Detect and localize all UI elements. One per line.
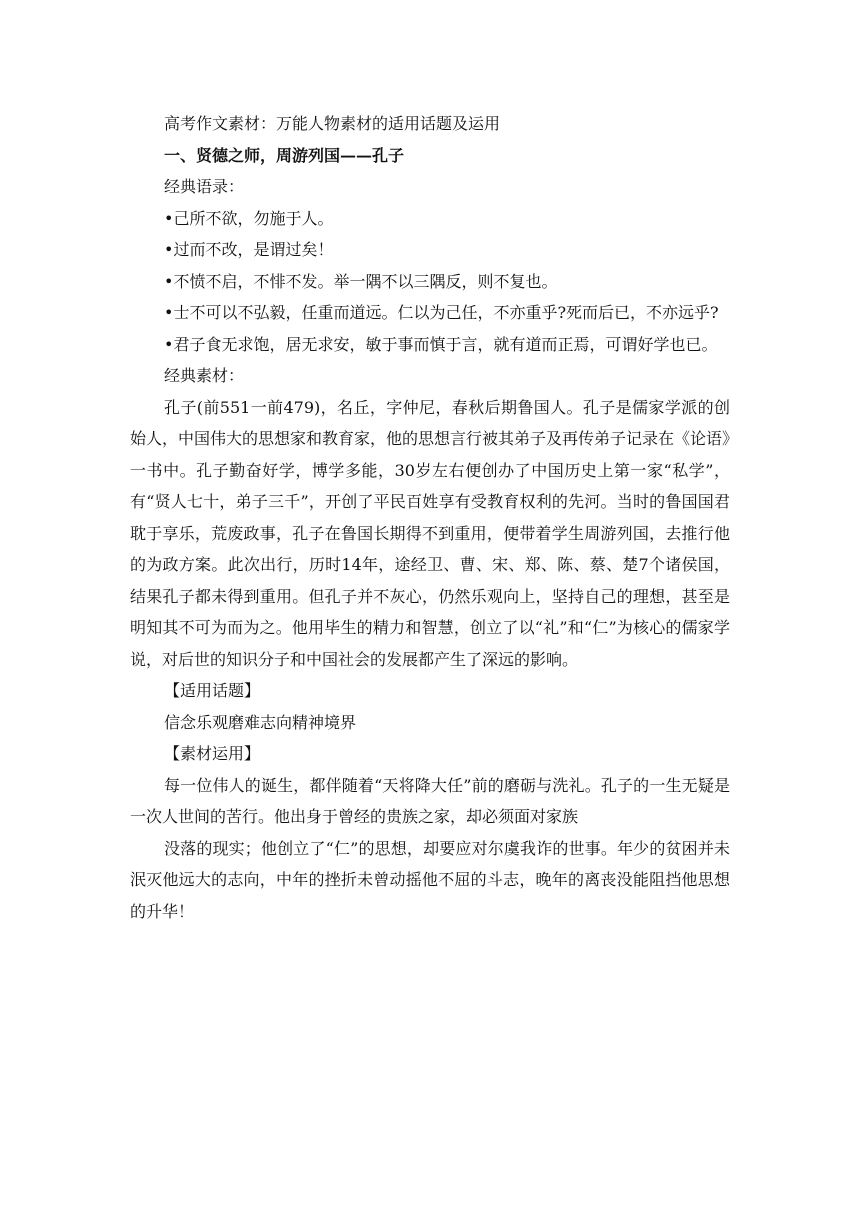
quote-item: •过而不改，是谓过矣！ [164,240,334,259]
quote-item: •不愤不启，不悱不发。举一隅不以三隅反，则不复也。 [164,271,558,291]
quote-item: •己所不欲，勿施于人。 [164,208,334,228]
quote-item: •君子食无求饱，居无求安，敏于事而慎于言，就有道而正焉，可谓好学也已。 [164,334,718,354]
quote-item: •士不可以不弘毅，任重而道远。仁以为己任，不亦重乎?死而后已，不亦远乎? [164,303,719,322]
section-heading: 一、贤德之师，周游列国——孔子 [164,145,405,165]
usage-paragraph: 没落的现实；他创立了“仁”的思想，却要应对尔虞我诈的世事。年少的贫困并未泯灭他远大的志向，中年的挫折未曾动摇他不屈的斗志，晚年的离丧没能阻挡他思想的升华！ [130,838,730,921]
topics-text: 信念乐观磨难志向精神境界 [164,712,357,732]
material-paragraph: 孔子(前551一前479)，名丘，字仲尼，春秋后期鲁国人。孔子是儒家学派的创始人，中国伟大的思想家和教育家，他的思想言行被其弟子及再传弟子记录在《论语》一书中。孔子勤奋好学，博学多能，30岁左右便创办了中国历史上第一家“私学”，有“贤人七十，弟子三千”，开创了平民百姓享有受教育权利的先河。当时的鲁国国君耽于享乐，荒废政事，孔子在鲁国长期得不到重用，便带着学生周游列国，去推行他的为政方案。此次出行，历时14年，途经卫、曹、宋、郑、陈、蔡、楚7个诸侯国，结果孔子都未得到重用。但孔子并不灰心，仍然乐观向上，坚持自己的理想，甚至是明知其不可为而为之。他用毕生的精力和智慧，创立了以“礼”和“仁”为核心的儒家学说，对后世的知识分子和中国社会的发展都产生了深远的影响。 [130,397,731,669]
material-label: 经典素材： [164,366,245,385]
document-title: 高考作文素材：万能人物素材的适用话题及运用 [164,114,501,133]
usage-paragraph: 每一位伟人的诞生，都伴随着“天将降大任”前的磨砺与洗礼。孔子的一生无疑是一次人世间的苦行。他出身于曾经的贵族之家，却必须面对家族 [130,775,730,826]
usage-label: 【素材运用】 [164,744,261,763]
topics-label: 【适用话题】 [164,681,261,700]
document-body [130,108,730,927]
quotes-label: 经典语录： [164,177,245,196]
